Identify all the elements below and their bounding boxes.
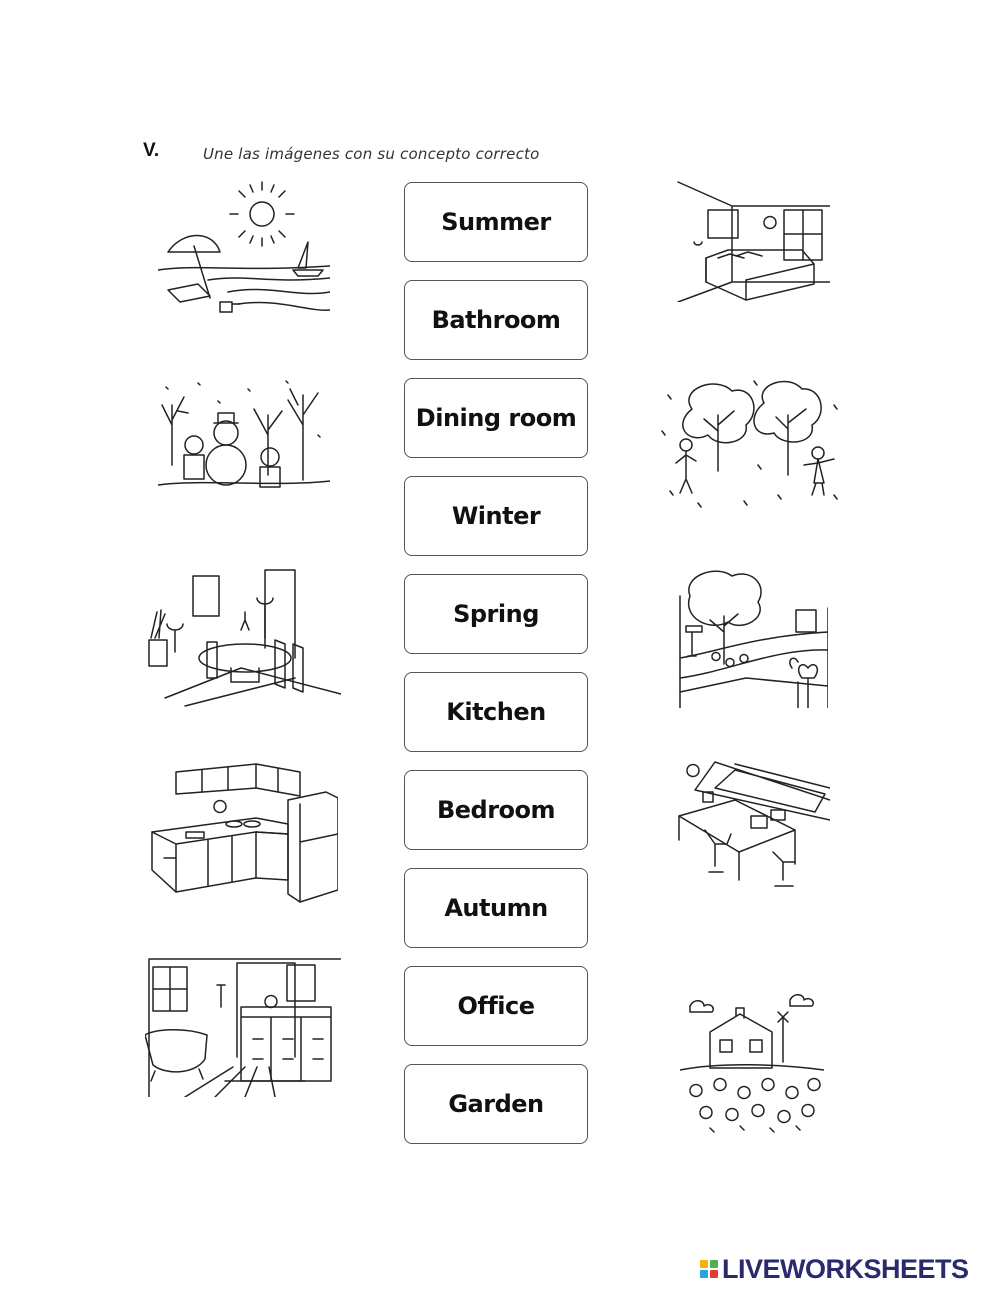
- falling-leaves-autumn-picture[interactable]: [658, 375, 844, 517]
- kitchen-picture[interactable]: [146, 762, 338, 905]
- word-box-winter[interactable]: Winter: [404, 476, 588, 556]
- word-box-office[interactable]: Office: [404, 966, 588, 1046]
- word-box-dining-room[interactable]: Dining room: [404, 378, 588, 458]
- garden-picture[interactable]: [676, 568, 828, 708]
- logo-mark-icon: [700, 1260, 718, 1278]
- word-box-autumn[interactable]: Autumn: [404, 868, 588, 948]
- logo-square-2: [710, 1260, 718, 1268]
- dining-room-picture[interactable]: [145, 568, 341, 708]
- word-box-spring[interactable]: Spring: [404, 574, 588, 654]
- logo-square-4: [710, 1270, 718, 1278]
- word-box-garden[interactable]: Garden: [404, 1064, 588, 1144]
- liveworksheets-logo[interactable]: [700, 1254, 969, 1284]
- word-box-bathroom[interactable]: Bathroom: [404, 280, 588, 360]
- house-flowers-spring-picture[interactable]: [680, 992, 824, 1134]
- logo-square-1: [700, 1260, 708, 1268]
- bathroom-picture[interactable]: [145, 955, 341, 1097]
- word-box-kitchen[interactable]: Kitchen: [404, 672, 588, 752]
- word-box-bedroom[interactable]: Bedroom: [404, 770, 588, 850]
- snowman-winter-picture[interactable]: [158, 375, 330, 497]
- logo-square-3: [700, 1270, 708, 1278]
- section-number: V.: [143, 140, 160, 161]
- instruction-text: Une las imágenes con su concepto correcto: [203, 145, 540, 163]
- word-box-summer[interactable]: Summer: [404, 182, 588, 262]
- logo-text: LIVEWORKSHEETS: [722, 1253, 969, 1284]
- beach-summer-picture[interactable]: [158, 180, 330, 322]
- office-picture[interactable]: [675, 760, 830, 900]
- bedroom-picture[interactable]: [672, 180, 830, 302]
